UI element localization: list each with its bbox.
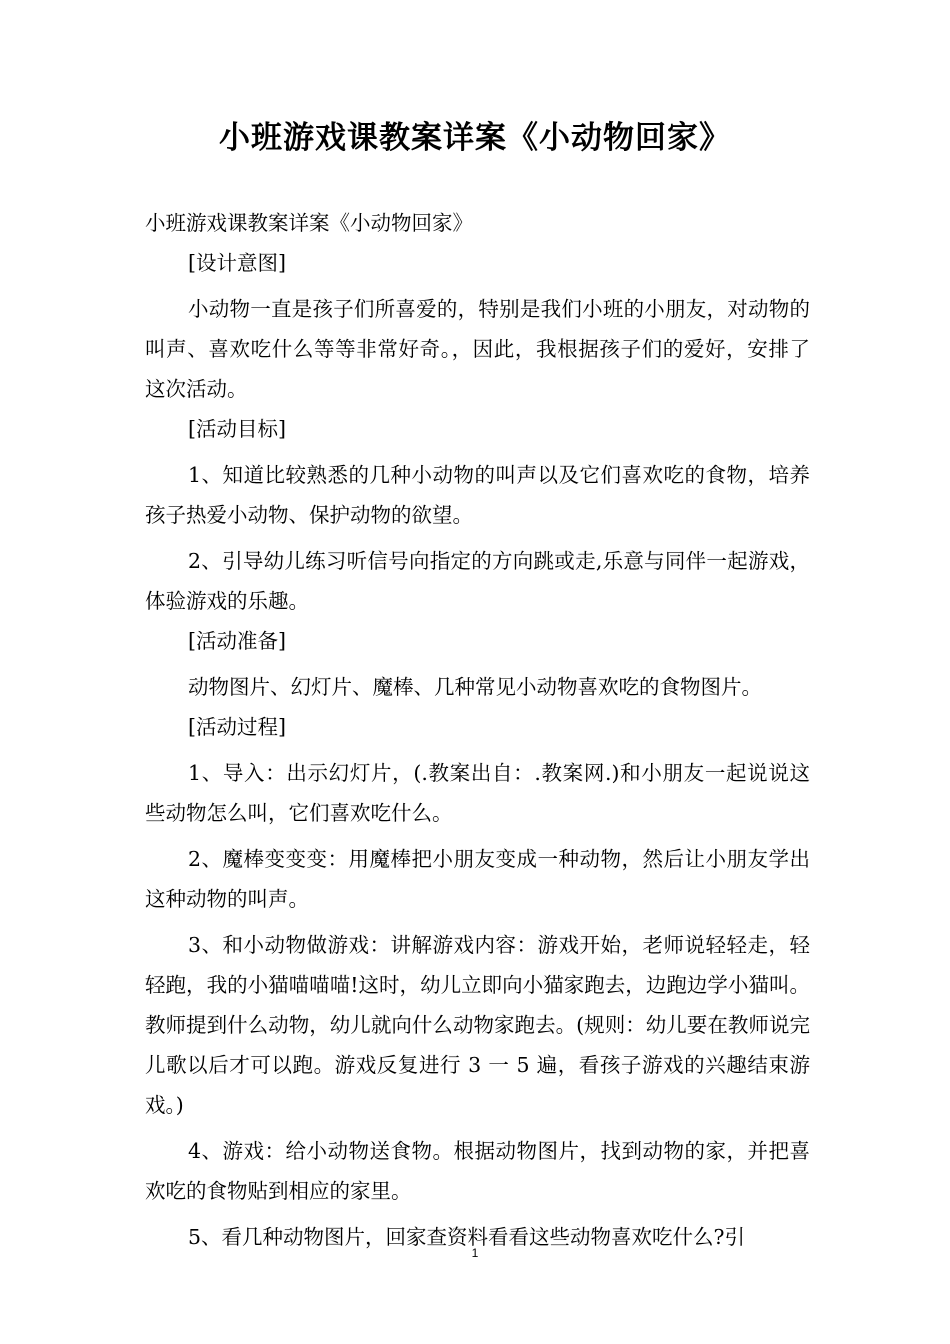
paragraph-process-5: 5、看几种动物图片，回家查资料看看这些动物喜欢吃什么?引 — [188, 1225, 746, 1249]
document-title: 小班游戏课教案详案《小动物回家》 — [219, 120, 731, 156]
document-body — [145, 203, 810, 1257]
paragraph-process-2: 2、魔棒变变变：用魔棒把小朋友变成一种动物，然后让小朋友学出这种动物的叫声。 — [145, 847, 810, 911]
section-heading-process: [活动过程] — [188, 715, 286, 739]
paragraph-goal-2: 2、引导幼儿练习听信号向指定的方向跳或走,乐意与同伴一起游戏，体验游戏的乐趣。 — [145, 549, 810, 613]
section-heading-design-intent: [设计意图] — [188, 251, 286, 275]
paragraph-process-4: 4、游戏：给小动物送食物。根据动物图片，找到动物的家，并把喜欢吃的食物贴到相应的家里。 — [145, 1139, 810, 1203]
paragraph-process-1: 1、导入：出示幻灯片，(.教案出自：.教案网.)和小朋友一起说说这些动物怎么叫，它们喜欢吃什么。 — [145, 761, 810, 825]
section-heading-goals: [活动目标] — [188, 417, 286, 441]
paragraph-process-3: 3、和小动物做游戏：讲解游戏内容：游戏开始，老师说轻轻走，轻轻跑，我的小猫喵喵喵!这时，幼儿立即向小猫家跑去，边跑边学小猫叫。教师提到什么动物，幼儿就向什么动物家跑去。(规则：幼儿要在教师说完儿歌以后才可以跑。游戏反复进行 3 一 5 遍，看孩子游戏的兴趣结束游戏。) — [145, 933, 810, 1117]
paragraph-design-intent: 小动物一直是孩子们所喜爱的，特别是我们小班的小朋友，对动物的叫声、喜欢吃什么等等非常好奇。，因此，我根据孩子们的爱好，安排了这次活动。 — [145, 297, 810, 401]
page-number: 1 — [471, 1246, 479, 1260]
paragraph-preparation: 动物图片、幻灯片、魔棒、几种常见小动物喜欢吃的食物图片。 — [188, 675, 762, 699]
section-heading-preparation: [活动准备] — [188, 629, 286, 653]
subtitle-paragraph: 小班游戏课教案详案《小动物回家》 — [145, 211, 473, 235]
paragraph-goal-1: 1、知道比较熟悉的几种小动物的叫声以及它们喜欢吃的食物，培养孩子热爱小动物、保护动物的欲望。 — [145, 463, 810, 527]
